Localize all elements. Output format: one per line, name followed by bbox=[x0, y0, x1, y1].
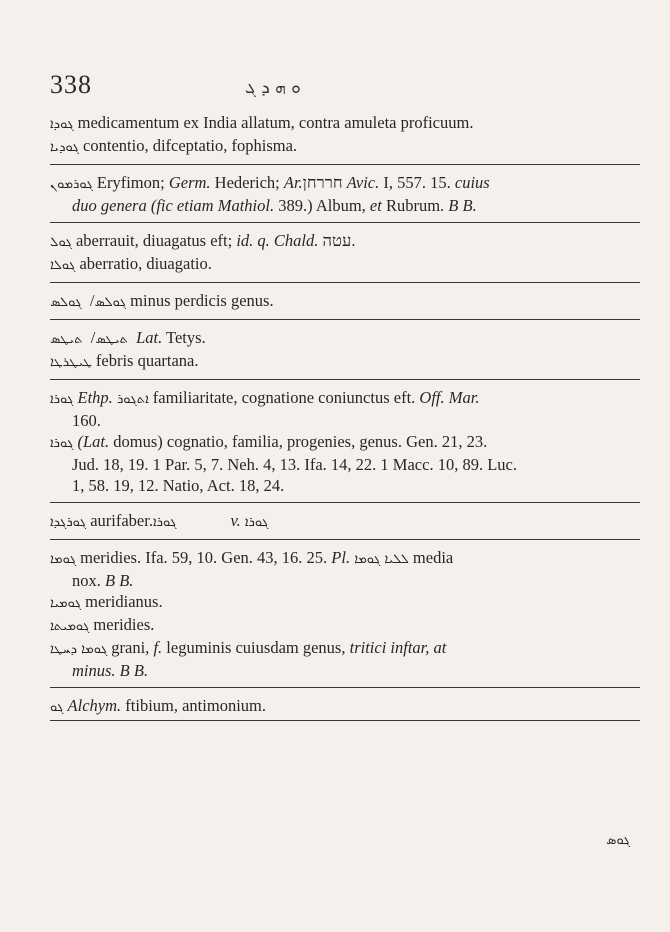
page-header bbox=[50, 70, 640, 110]
entry: ܓܘܠܣ/ ܓܘܠܣ minus perdicis genus. bbox=[50, 291, 274, 310]
syriac-headword: ܬܝܛܣ bbox=[50, 332, 83, 347]
entry: ܓܘܡܝܬܐ meridies. bbox=[50, 615, 155, 634]
entry: ܓܘܪܐ (Lat. domus) cognatio, familia, progenies, genus. Gen. 21, 23. Jud. 18, 19. 1 Par. 5, 7. Neh. 4, 13. Ifa. 14, 22. 1 Macc. 10, 89. Luc. 1, 58. 19, 12. Natio, Act. 18, 24. bbox=[50, 432, 517, 495]
section-rule bbox=[50, 222, 640, 223]
syriac-headword: ܓܘܡܐ ܕܚܛܐ bbox=[50, 642, 108, 657]
section-rule bbox=[50, 687, 640, 688]
syriac-headword: ܓܘܠܣ bbox=[94, 295, 127, 310]
syriac-headword: ܓܘܪܐ bbox=[50, 392, 74, 407]
section-rule bbox=[50, 319, 640, 320]
section-rule bbox=[50, 282, 640, 283]
entry: ܓܘܠ aberrauit, diuagatus eft; id. q. Chald. עטה. bbox=[50, 231, 356, 250]
syriac-headword: ܓܘܪܓܕܐ bbox=[50, 515, 87, 530]
entry: ܓܘܪܓܕܐ aurifaber.ܓܘܪܐ v. ܓܘܪܐ bbox=[50, 511, 269, 530]
syriac-headword: ܓܘܕܐ bbox=[50, 117, 74, 132]
syriac-headword: ܛܝܛܪܛܐ bbox=[50, 355, 92, 370]
syriac-headword: ܓܘܠ bbox=[50, 235, 72, 250]
entry: ܛܝܛܪܛܐ febris quartana. bbox=[50, 351, 199, 370]
entry: ܓܘܕܐ medicamentum ex India allatum, contra amuleta proficuum. bbox=[50, 113, 474, 132]
entry: ܓܘܡܝܐ meridianus. bbox=[50, 592, 163, 611]
entry: ܓܘܪܐ Ethp. ܐܬܓܘܪ familiaritate, cognatione coniunctus eft. Off. Mar. 160. bbox=[50, 388, 480, 430]
section-rule bbox=[50, 502, 640, 503]
syriac-headword: ܓܘܪܐ bbox=[50, 436, 74, 451]
catchword: ܓܘܣ bbox=[606, 833, 630, 848]
section-rule bbox=[50, 379, 640, 380]
page-number: 338 bbox=[50, 70, 92, 99]
syriac-headword: ܓܘܠܐ bbox=[50, 258, 76, 273]
entry: ܓܘ Alchym. ftibium, antimonium. bbox=[50, 696, 266, 715]
syriac-headword: ܓܘܠܣ bbox=[50, 295, 82, 310]
entry: ܓܘܡܐ ܕܚܛܐ grani, f. leguminis cuiusdam genus, tritici inftar, at minus. B B. bbox=[50, 638, 447, 680]
section-rule bbox=[50, 539, 640, 540]
syriac-headword: ܓܘܪܡܘܢ bbox=[50, 177, 93, 192]
syriac-headword: ܓܘ bbox=[50, 700, 64, 715]
syriac-headword: ܓܘܡܝܬܐ bbox=[50, 619, 90, 634]
syriac-headword: ܬܝܛܣ bbox=[95, 332, 128, 347]
section-rule bbox=[50, 164, 640, 165]
running-head: ܘ ܗ ܕ ܓ bbox=[245, 78, 301, 98]
syriac-headword: ܓܘܕܝܐ bbox=[50, 140, 80, 155]
entry: ܬܝܛܣ/ ܬܝܛܣ Lat. Tetys. bbox=[50, 328, 206, 347]
syriac-headword: ܓܘܡܐ bbox=[50, 552, 77, 567]
entry: ܓܘܕܝܐ contentio, difceptatio, fophisma. bbox=[50, 136, 298, 155]
entry: ܓܘܪܡܘܢ Eryfimon; Germ. Hederich; Ar.חררחן Avic. I, 557. 15. cuius duo genera (fic etiam Mathiol. 389.) Album, et Rubrum. B B. bbox=[50, 173, 490, 215]
syriac-headword: ܓܘܡܝܐ bbox=[50, 596, 82, 611]
entry: ܓܘܡܐ meridies. Ifa. 59, 10. Gen. 43, 16. 25. Pl. ܠܠܝܐܓܘܡܐ media nox. B B. bbox=[50, 548, 454, 590]
entry: ܓܘܠܐ aberratio, diuagatio. bbox=[50, 254, 212, 273]
dictionary-content bbox=[50, 112, 640, 728]
syriac-headword: ܓܘܪܐ bbox=[152, 515, 177, 530]
section-rule bbox=[50, 720, 640, 721]
